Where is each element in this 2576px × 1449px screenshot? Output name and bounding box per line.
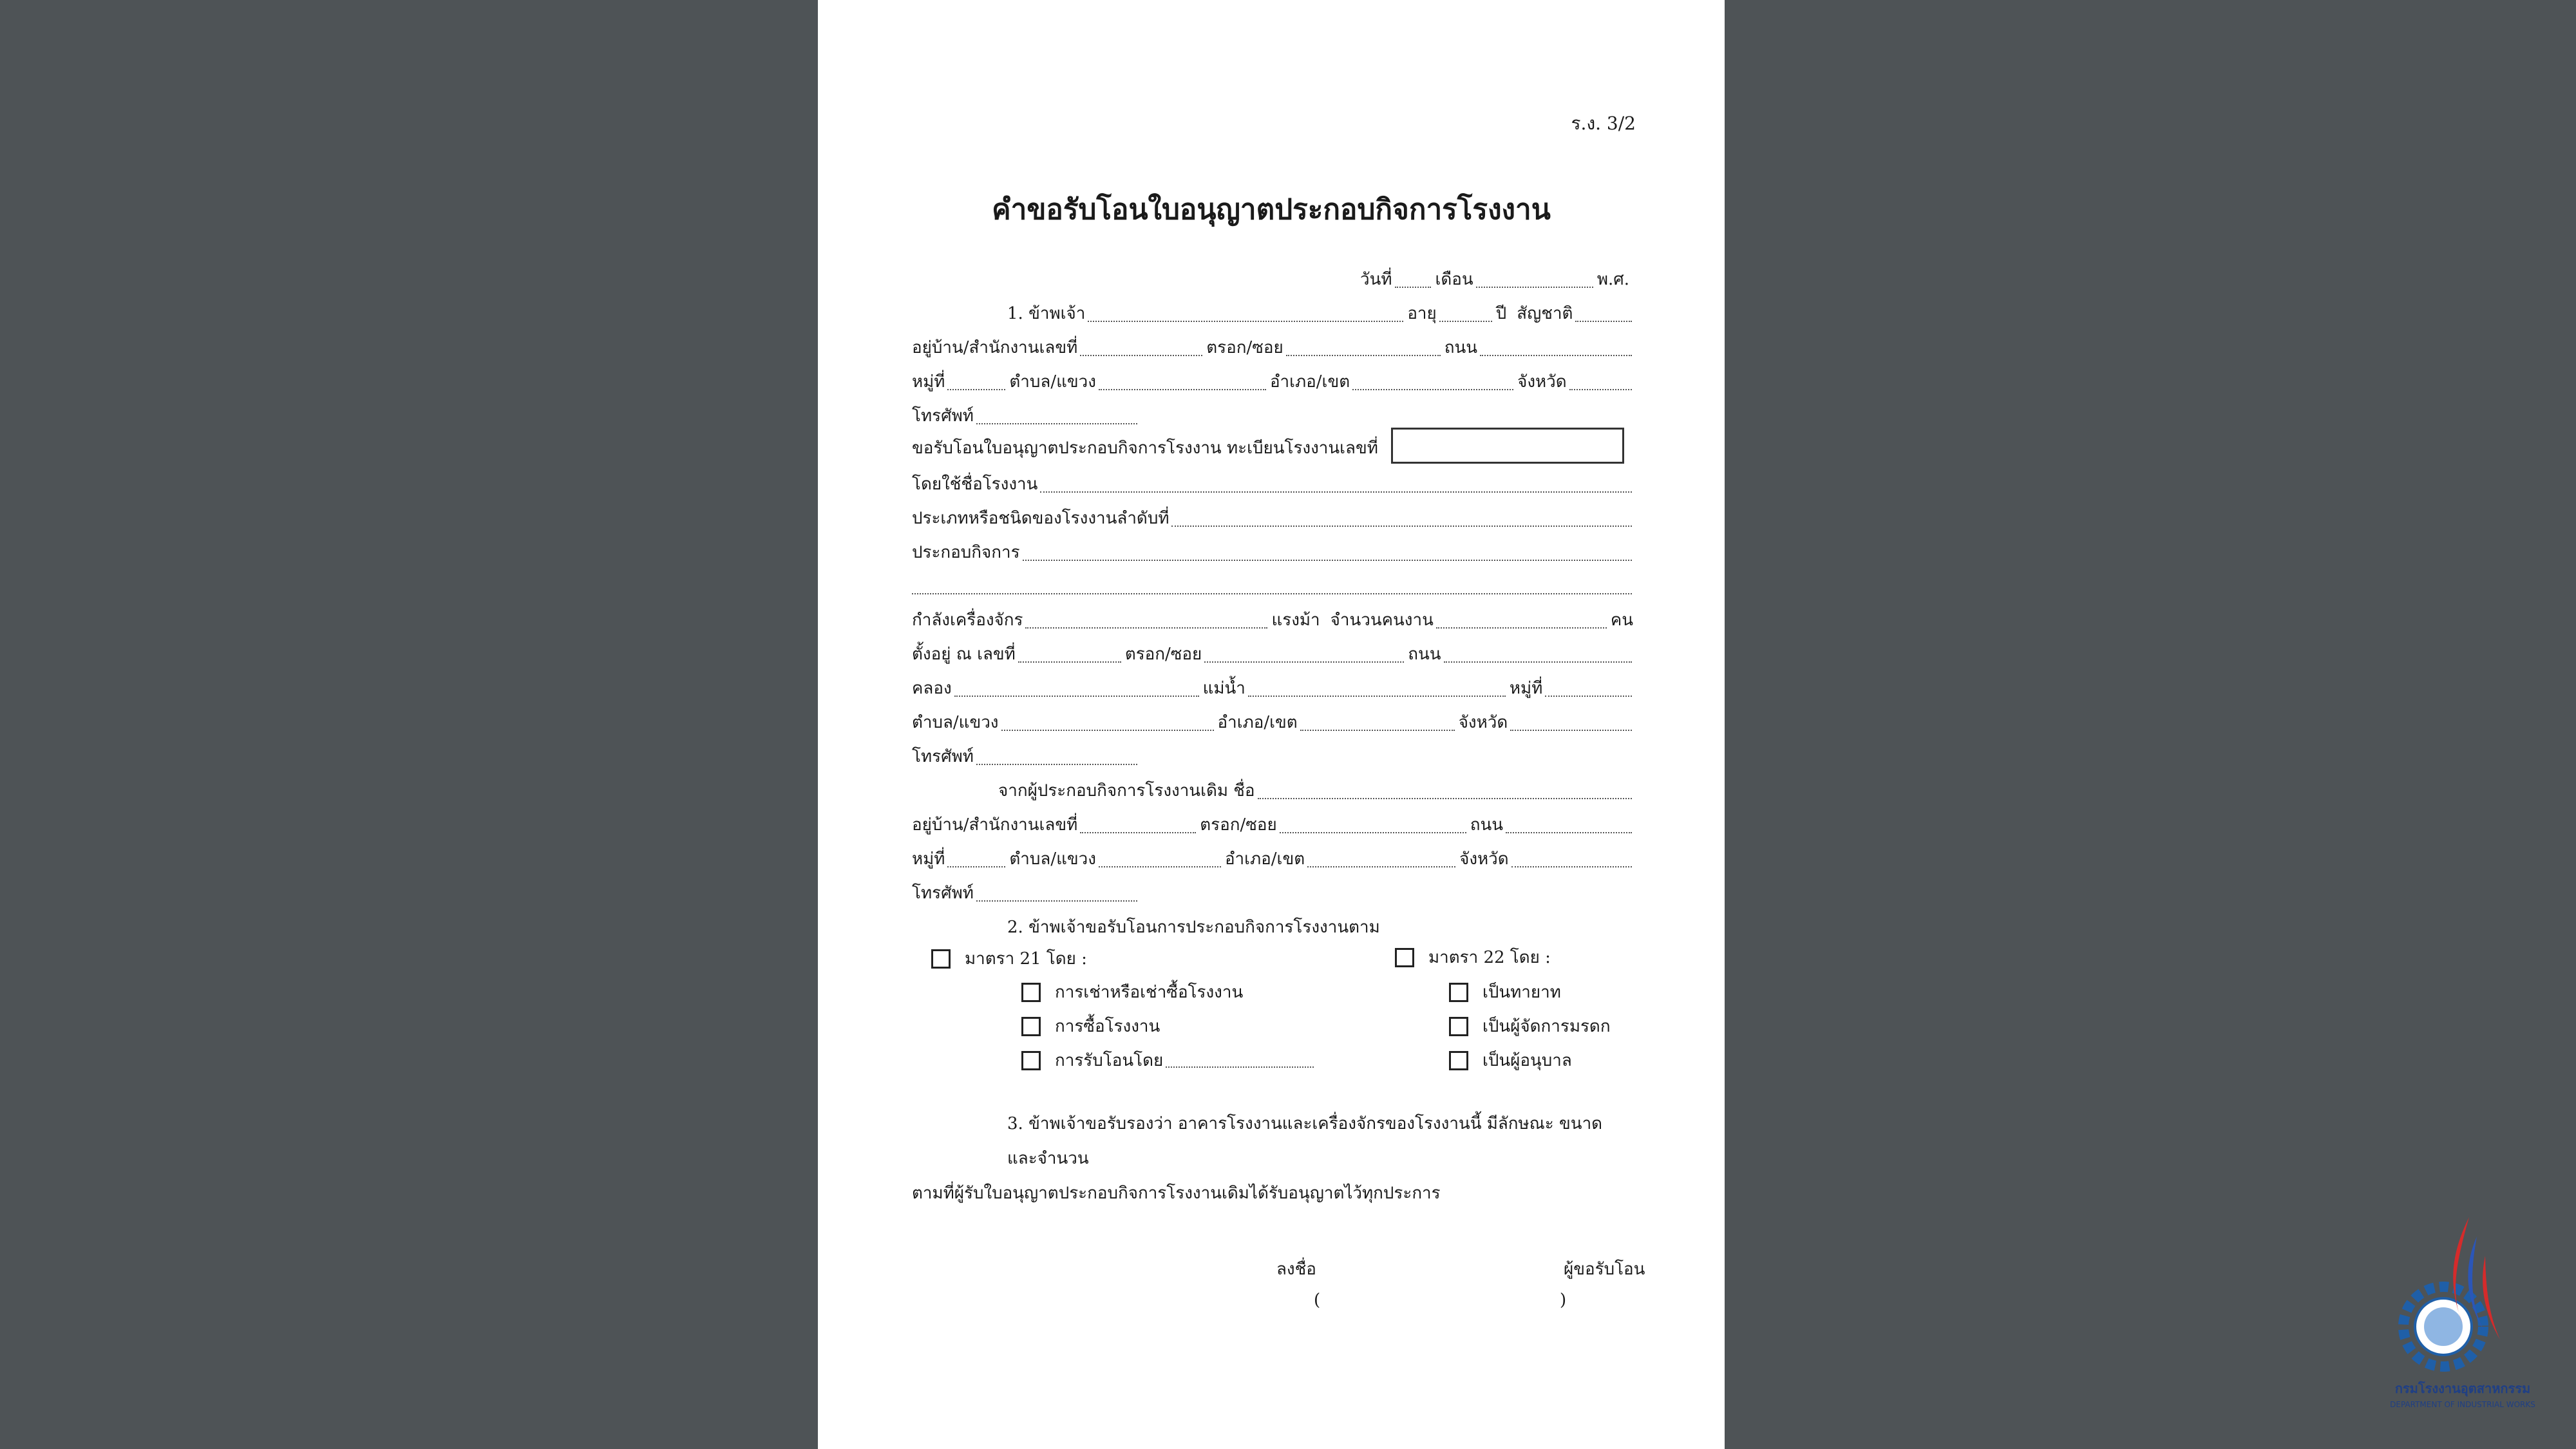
soi-blank (1286, 355, 1441, 356)
logo-text-english: DEPARTMENT OF INDUSTRIAL WORKS (2390, 1400, 2535, 1409)
from-owner-blank (1258, 798, 1632, 799)
owner-moo-blank (947, 866, 1005, 867)
located-phone-blank (976, 764, 1137, 765)
moo-line (912, 361, 1636, 395)
applicant-label: 1. ข้าพเจ้า (1007, 304, 1086, 323)
owner-phone-label: โทรศัพท์ (912, 884, 974, 903)
age-blank (1439, 321, 1492, 322)
section21-lease-option[interactable] (1021, 979, 1243, 1005)
located-line (912, 634, 1636, 667)
date-day-label: วันที่ (1360, 270, 1392, 289)
moo-blank (947, 389, 1005, 390)
canal-line (912, 668, 1636, 701)
power-line (912, 600, 1636, 633)
province-label: จังหวัด (1517, 372, 1567, 392)
address-no-label: อยู่บ้าน/สำนักงานเลขที่ (912, 338, 1078, 357)
section21-option[interactable] (931, 945, 1087, 972)
owner-address-no-blank (1080, 832, 1196, 833)
signature-role (1564, 1256, 1645, 1282)
request-label: ขอรับโอนใบอนุญาตประกอบกิจการโรงงาน ทะเบียนโรงงานเลขที่ (912, 439, 1378, 458)
request-line (912, 425, 1636, 464)
section22-option[interactable] (1395, 944, 1551, 971)
option-label: เป็นผู้อนุบาล (1482, 1051, 1572, 1070)
located-soi-label: ตรอก/ซอย (1124, 645, 1202, 664)
option-label: เป็นผู้จัดการมรดก (1482, 1017, 1611, 1036)
section2-heading-line (912, 907, 1636, 940)
owner-moo-label: หมู่ที่ (912, 849, 945, 869)
section2-heading: 2. ข้าพเจ้าขอรับโอนการประกอบกิจการโรงงานตาม (1007, 918, 1380, 937)
date-day-blank (1395, 287, 1432, 288)
checkbox[interactable] (1449, 1017, 1468, 1036)
checkbox[interactable] (1021, 983, 1041, 1002)
factory-name-label: โดยใช้ชื่อโรงงาน (912, 475, 1038, 494)
factory-name-blank (1040, 491, 1632, 493)
canal-blank (954, 696, 1199, 697)
checkbox[interactable] (1021, 1051, 1041, 1070)
address-no-blank (1080, 355, 1202, 356)
document-page (818, 0, 1725, 1449)
owner-phone-line (912, 873, 1636, 906)
owner-amphoe-blank (1307, 866, 1455, 867)
road-label: ถนน (1444, 338, 1478, 357)
power-blank (1025, 627, 1267, 629)
section3-line2: ตามที่ผู้รับใบอนุญาตประกอบกิจการโรงงานเดิมได้รับอนุญาตไว้ทุกประการ (912, 1184, 1441, 1203)
located-moo-blank (1545, 696, 1632, 697)
located-road-blank (1444, 661, 1632, 663)
persons-label: คน (1610, 611, 1633, 630)
business-line-2 (912, 565, 1636, 599)
date-month-blank (1476, 287, 1593, 288)
located-amphoe-label: อำเภอ/เขต (1217, 713, 1298, 732)
owner-soi-label: ตรอก/ซอย (1200, 815, 1277, 835)
owner-province-blank (1511, 866, 1632, 867)
factory-type-line (912, 498, 1636, 531)
form-code: ร.ง. 3/2 (1571, 113, 1636, 134)
phone-label: โทรศัพท์ (912, 406, 974, 426)
factory-registration-box[interactable] (1391, 428, 1624, 464)
business-blank-2 (912, 593, 1632, 594)
logo-text-thai: กรมโรงงานอุตสาหกรรม (2394, 1381, 2531, 1396)
nationality-blank (1575, 321, 1632, 322)
from-owner-line (912, 770, 1636, 804)
phone-line (912, 395, 1636, 429)
owner-province-label: จังหวัด (1459, 849, 1509, 869)
located-phone-line (912, 736, 1636, 770)
age-label: อายุ (1407, 304, 1437, 323)
applicant-blank (1088, 321, 1403, 322)
located-moo-label: หมู่ที่ (1509, 679, 1543, 698)
section21-label: มาตรา 21 โดย : (965, 949, 1087, 969)
power-label: กำลังเครื่องจักร (912, 611, 1023, 630)
river-blank (1248, 696, 1506, 697)
located-blank (1018, 661, 1121, 663)
section3-paragraph (912, 1106, 1636, 1211)
date-line (912, 259, 1636, 292)
factory-name-line (912, 464, 1636, 497)
signature-label (1276, 1256, 1316, 1282)
section22-executor-option[interactable] (1449, 1013, 1611, 1039)
factory-type-label: ประเภทหรือชนิดของโรงงานลำดับที่ (912, 509, 1170, 528)
checkbox[interactable] (1395, 948, 1414, 967)
signature-close-paren: ) (1560, 1291, 1567, 1310)
owner-address-no-label: อยู่บ้าน/สำนักงานเลขที่ (912, 815, 1078, 835)
signature-open-paren: ( (1314, 1291, 1321, 1310)
section22-label: มาตรา 22 โดย : (1428, 948, 1551, 967)
checkbox[interactable] (1449, 983, 1468, 1002)
owner-phone-blank (976, 900, 1137, 902)
soi-label: ตรอก/ซอย (1206, 338, 1283, 357)
owner-tambon-blank (1099, 866, 1221, 867)
located-amphoe-blank (1300, 730, 1455, 731)
section21-purchase-option[interactable] (1021, 1013, 1160, 1039)
located-soi-blank (1204, 661, 1404, 663)
owner-tambon-label: ตำบล/แขวง (1009, 849, 1096, 869)
checkbox[interactable] (931, 949, 951, 969)
moo-label: หมู่ที่ (912, 372, 945, 392)
option-label: การซื้อโรงงาน (1055, 1017, 1160, 1036)
checkbox[interactable] (1021, 1017, 1041, 1036)
factory-type-blank (1171, 526, 1632, 527)
river-label: แม่น้ำ (1202, 679, 1245, 698)
section3-line1: 3. ข้าพเจ้าขอรับรองว่า อาคารโรงงานและเครื่องจักรของโรงงานนี้ มีลักษณะ ขนาด และจำนวน (1007, 1114, 1603, 1168)
section22-heir-option[interactable] (1449, 979, 1561, 1005)
date-month-label: เดือน (1435, 270, 1473, 289)
road-blank (1480, 355, 1632, 356)
located-tambon-label: ตำบล/แขวง (912, 713, 999, 732)
transfer-blank (1166, 1066, 1314, 1068)
business-line (912, 532, 1636, 565)
owner-amphoe-label: อำเภอ/เขต (1224, 849, 1305, 869)
checkbox[interactable] (1449, 1051, 1468, 1070)
canal-label: คลอง (912, 679, 952, 698)
address-line (912, 327, 1636, 361)
years-label: ปี (1495, 304, 1507, 323)
applicant-line (912, 293, 1636, 327)
diw-logo (2372, 1211, 2553, 1423)
date-year-label: พ.ศ. (1596, 270, 1629, 289)
form-title: คำขอรับโอนใบอนุญาตประกอบกิจการโรงงาน (992, 193, 1551, 226)
from-owner-label: จากผู้ประกอบกิจการโรงงานเดิม ชื่อ (998, 781, 1255, 800)
tambon-blank (1099, 389, 1266, 390)
amphoe-label: อำเภอ/เขต (1269, 372, 1350, 392)
hp-label: แรงม้า (1271, 611, 1320, 630)
owner-soi-blank (1280, 832, 1466, 833)
nationality-label: สัญชาติ (1517, 304, 1573, 323)
owner-address-line (912, 804, 1636, 838)
owner-road-blank (1506, 832, 1632, 833)
option-label: เป็นทายาท (1482, 983, 1561, 1002)
located-road-label: ถนน (1408, 645, 1441, 664)
owner-moo-line (912, 838, 1636, 872)
section22-guardian-option[interactable] (1449, 1047, 1572, 1074)
located-tambon-blank (1001, 730, 1214, 731)
business-blank (1023, 560, 1632, 561)
workers-blank (1436, 627, 1607, 629)
owner-road-label: ถนน (1470, 815, 1504, 835)
tambon-label: ตำบล/แขวง (1009, 372, 1096, 392)
business-label: ประกอบกิจการ (912, 543, 1020, 562)
gear-flame-emblem-icon (2372, 1211, 2553, 1372)
located-label: ตั้งอยู่ ณ เลขที่ (912, 645, 1016, 664)
workers-label: จำนวนคนงาน (1330, 611, 1434, 630)
located-province-blank (1510, 730, 1632, 731)
option-label: การรับโอนโดย (1055, 1051, 1164, 1070)
section21-transfer-option[interactable] (1021, 1047, 1314, 1074)
amphoe-blank (1352, 389, 1513, 390)
phone-blank (976, 423, 1137, 424)
sign-role: ผู้ขอรับโอน (1564, 1260, 1645, 1279)
located-tambon-line (912, 702, 1636, 735)
province-blank (1569, 389, 1632, 390)
option-label: การเช่าหรือเช่าซื้อโรงงาน (1055, 983, 1244, 1002)
located-province-label: จังหวัด (1458, 713, 1508, 732)
located-phone-label: โทรศัพท์ (912, 747, 974, 766)
sign-label: ลงชื่อ (1276, 1260, 1316, 1279)
